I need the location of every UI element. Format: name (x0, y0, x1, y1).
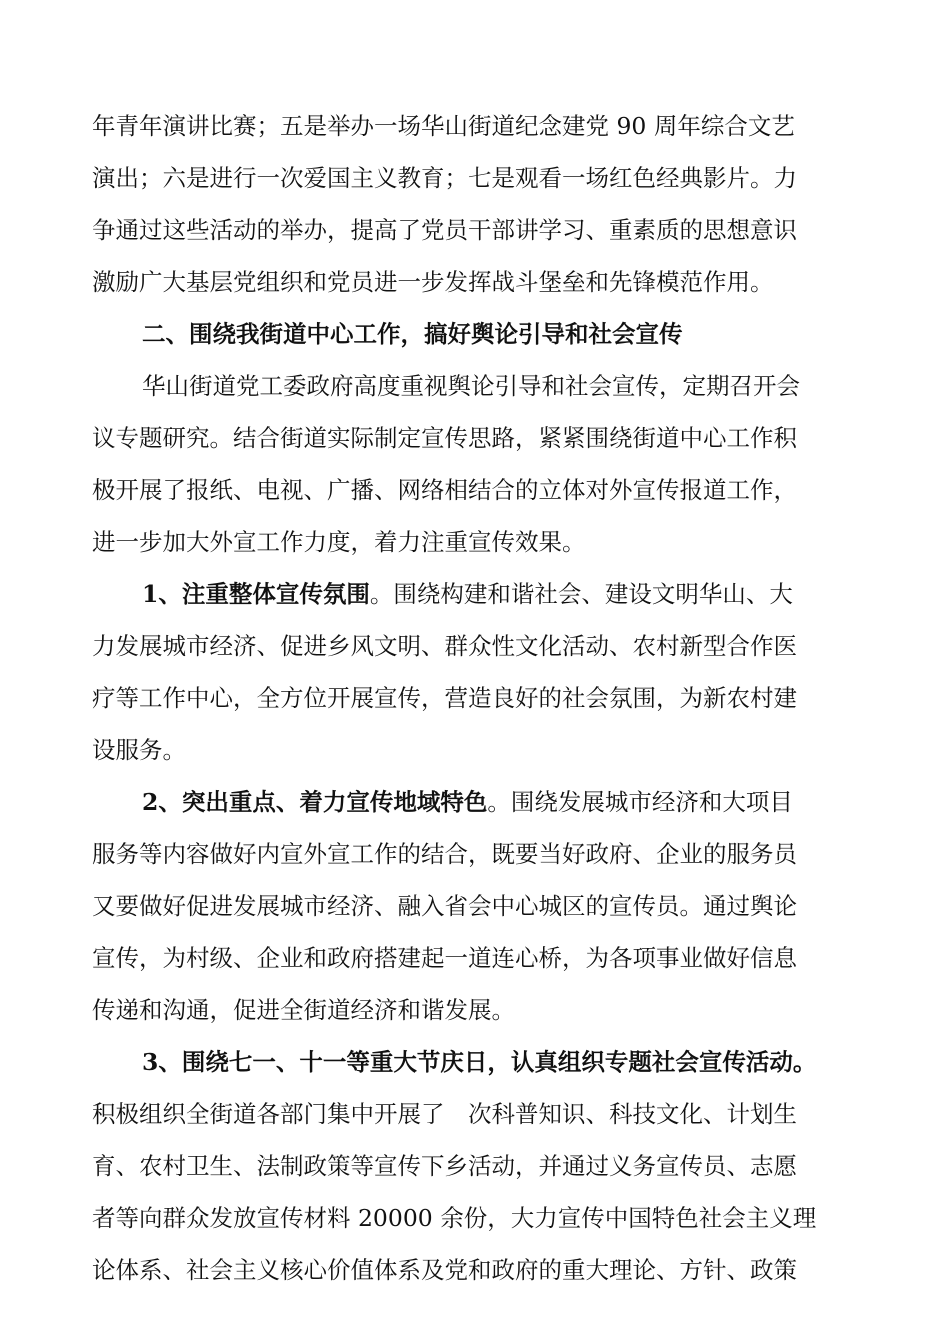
subheading-3: 3、围绕七一、十一等重大节庆日，认真组织专题社会宣传活动。 (142, 1048, 817, 1076)
text-line: 育、农村卫生、法制政策等宣传下乡活动，并通过义务宣传员、志愿 (92, 1152, 797, 1180)
text-run: 。围绕构建和谐社会、建设文明华山、大 (369, 580, 793, 608)
text-line: 议专题研究。结合街道实际制定宣传思路，紧紧围绕街道中心工作积 (92, 424, 797, 452)
text-line: 设服务。 (92, 736, 186, 764)
text-line: 华山街道党工委政府高度重视舆论引导和社会宣传，定期召开会 (142, 372, 800, 400)
text-line: 又要做好促进发展城市经济、融入省会中心城区的宣传员。通过舆论 (92, 892, 797, 920)
section-heading: 二、围绕我街道中心工作，搞好舆论引导和社会宣传 (142, 320, 683, 348)
text-line (142, 782, 862, 822)
text-line: 极开展了报纸、电视、广播、网络相结合的立体对外宣传报道工作， (92, 476, 797, 504)
text-line: 积极组织全街道各部门集中开展了 次科普知识、科技文化、计划生 (92, 1100, 797, 1128)
text-line (142, 574, 862, 614)
text-line: 疗等工作中心，全方位开展宣传，营造良好的社会氛围，为新农村建 (92, 684, 797, 712)
subheading-2: 2、突出重点、着力宣传地域特色 (142, 788, 488, 816)
text-line: 力发展城市经济、促进乡风文明、群众性文化活动、农村新型合作医 (92, 632, 797, 660)
text-line: 激励广大基层党组织和党员进一步发挥战斗堡垒和先锋模范作用。 (92, 268, 774, 296)
text-line: 演出；六是进行一次爱国主义教育；七是观看一场红色经典影片。力 (92, 164, 797, 192)
text-line: 年青年演讲比赛；五是举办一场华山街道纪念建党 90 周年综合文艺 (92, 112, 795, 140)
text-run: 。围绕发展城市经济和大项目 (487, 788, 793, 816)
text-line: 论体系、社会主义核心价值体系及党和政府的重大理论、方针、政策 (92, 1256, 797, 1284)
text-line: 传递和沟通，促进全街道经济和谐发展。 (92, 996, 515, 1024)
text-line: 争通过这些活动的举办，提高了党员干部讲学习、重素质的思想意识 (92, 216, 797, 244)
text-line: 者等向群众发放宣传材料 20000 余份，大力宣传中国特色社会主义理 (92, 1204, 817, 1232)
subheading-1: 1、注重整体宣传氛围 (142, 580, 370, 608)
text-line: 服务等内容做好内宣外宣工作的结合，既要当好政府、企业的服务员 (92, 840, 797, 868)
text-line: 进一步加大外宣工作力度，着力注重宣传效果。 (92, 528, 586, 556)
text-line: 宣传，为村级、企业和政府搭建起一道连心桥，为各项事业做好信息 (92, 944, 797, 972)
